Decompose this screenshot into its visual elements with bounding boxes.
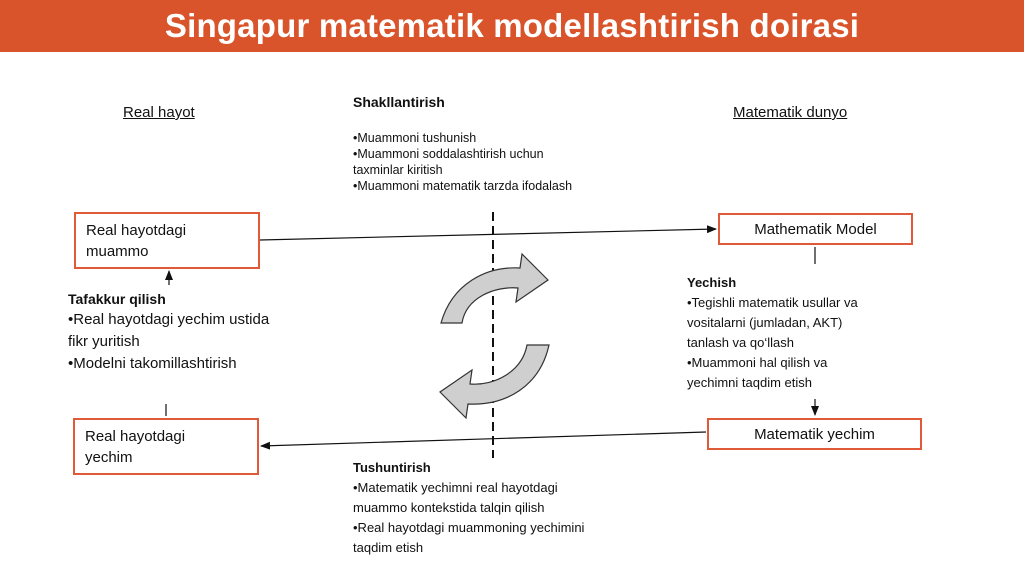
solving-item: •Tegishli matematik usullar va — [687, 295, 858, 310]
formulation-arrow — [260, 229, 716, 240]
cycle-arrow-lower — [440, 345, 549, 418]
reflection-item: •Modelni takomillashtirish — [68, 355, 237, 372]
formulation-item: •Muammoni tushunish — [353, 131, 477, 145]
page-title: Singapur matematik modellashtirish doirasi — [164, 7, 860, 44]
solving-item: yechimni taqdim etish — [687, 375, 812, 390]
solving-item: tanlash va qo‘llash — [687, 335, 794, 350]
math-model-label: Mathematik Model — [754, 220, 877, 238]
reflection-item: •Real hayotdagi yechim ustida — [68, 311, 270, 328]
solving-item: vositalarni (jumladan, AKT) — [687, 315, 843, 330]
formulation-heading: Shakllantirish — [353, 94, 445, 110]
interpretation-item: •Matematik yechimni real hayotdagi — [353, 480, 558, 495]
real-solution-line: Real hayotdagi — [85, 428, 186, 445]
interpretation-heading: Tushuntirish — [353, 460, 431, 475]
reflection-item: fikr yuritish — [68, 333, 140, 350]
reflection-heading: Tafakkur qilish — [68, 291, 166, 307]
solving-item: •Muammoni hal qilish va — [687, 355, 828, 370]
formulation-item: •Muammoni matematik tarzda ifodalash — [353, 179, 573, 193]
real-problem-line: Real hayotdagi — [86, 222, 187, 239]
formulation-item: taxminlar kiritish — [353, 163, 443, 177]
interpretation-item: muammo kontekstida talqin qilish — [353, 500, 545, 515]
cycle-icon — [440, 254, 549, 418]
solving-heading: Yechish — [687, 275, 737, 290]
formulation-item: •Muammoni soddalashtirish uchun — [353, 147, 544, 161]
math-solution-label: Matematik yechim — [754, 425, 875, 443]
interpretation-item: taqdim etish — [353, 540, 424, 555]
real-problem-line: muammo — [86, 243, 149, 260]
right-heading: Matematik dunyo — [733, 104, 848, 121]
interpretation-item: •Real hayotdagi muammoning yechimini — [353, 520, 585, 535]
left-heading: Real hayot — [123, 104, 195, 121]
interpretation-arrow — [261, 432, 706, 446]
real-solution-line: yechim — [85, 449, 133, 466]
cycle-arrow-upper — [441, 254, 548, 323]
